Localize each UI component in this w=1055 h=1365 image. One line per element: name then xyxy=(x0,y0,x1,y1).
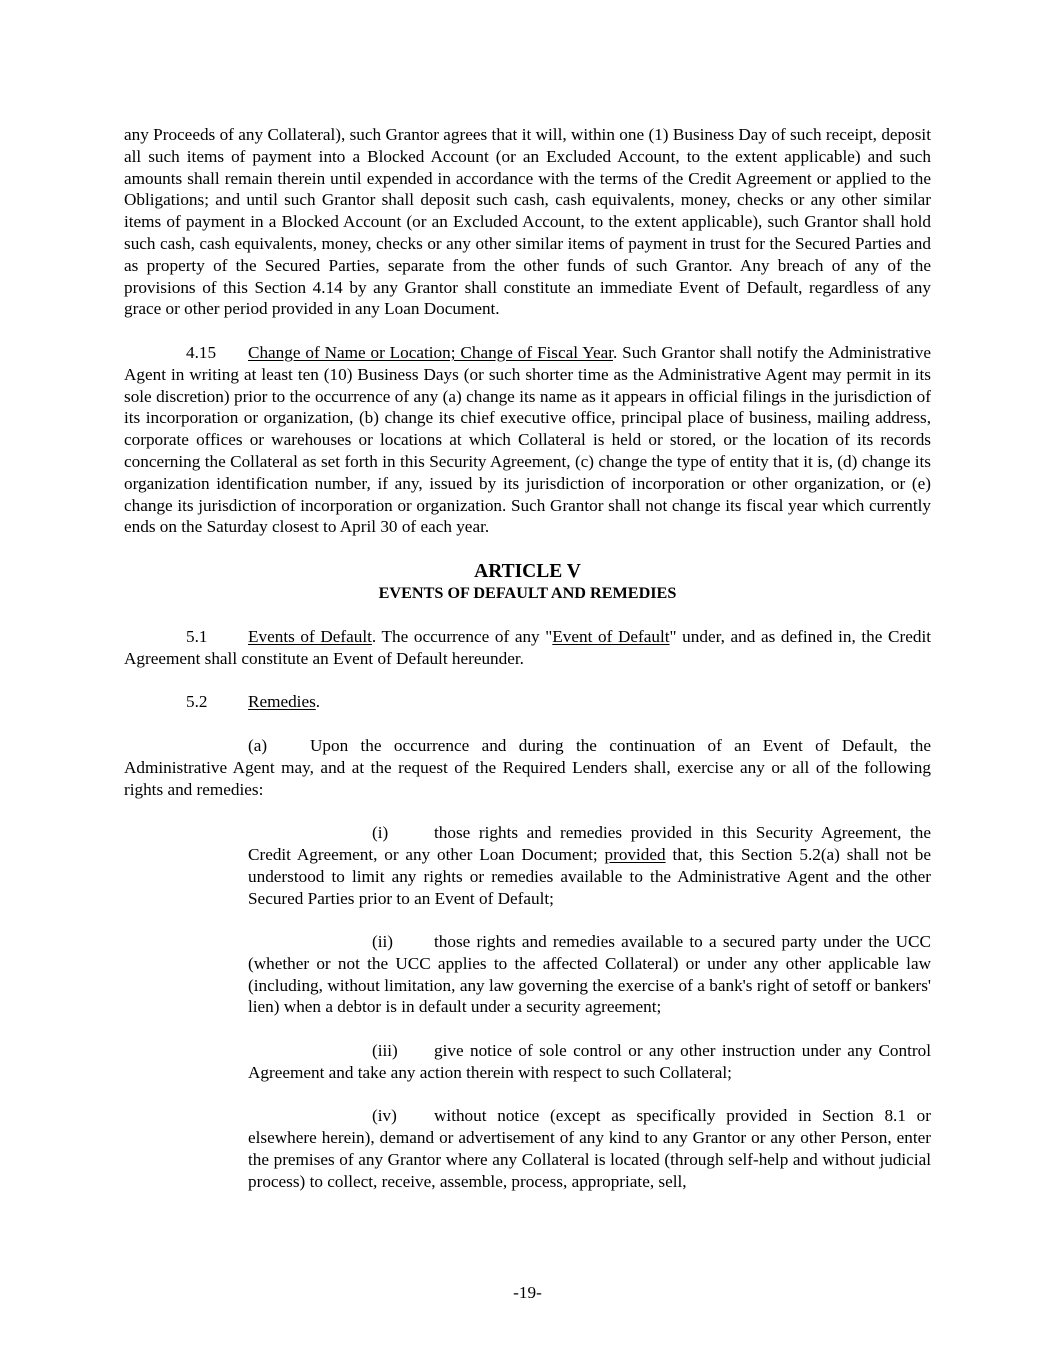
article-heading xyxy=(124,560,931,604)
section-5-1 xyxy=(124,626,931,670)
article-title: ARTICLE V xyxy=(474,561,581,583)
section-title: Events of Default xyxy=(248,626,372,646)
item-iii xyxy=(248,1040,931,1084)
paragraph-intro: any Proceeds of any Collateral), such Grantor agrees that it will, within one (1) Business Day of such receipt, deposit all such items of payment into a Blocked Account (or an Excluded Account, to the extent applicable) and such amounts shall remain therein until expended in accordance with the terms of the Credit Agreement or applied to the Obligations; and until such Grantor shall deposit such cash, cash equivalents, money, checks or any other similar items of payment in a Blocked Account (or an Excluded Account, to the extent applicable), such Grantor shall hold such cash, cash equivalents, money, checks or any other similar items of payment in trust for the Secured Parties and as property of the Secured Parties, separate from the other funds of such Grantor. Any breach of any of the provisions of this Section 4.14 by any Grantor shall constitute an immediate Event of Default, regardless of any grace or other period provided in any Loan Document. xyxy=(124,125,931,319)
section-title-period: . xyxy=(315,692,321,712)
document-page xyxy=(124,124,931,1193)
item-body-b: that, this Section 5.2(a) shall not be understood to limit any rights or remedies available to the Administrative Agent and the other Secured Parties prior to an Event of Default; xyxy=(248,844,931,908)
section-body-a: . The occurrence of any " xyxy=(371,626,553,646)
item-body: those rights and remedies available to a secured party under the UCC (whether or not the UCC applies to the affected Collateral) or under any other applicable law (including, without limitation, any law governing the exercise of a bank's right of setoff or bankers' lien) when a debtor is in default under a security agreement; xyxy=(248,932,931,1017)
section-number: 5.2 xyxy=(186,692,208,712)
item-i xyxy=(248,822,931,909)
item-number: (iii) xyxy=(372,1041,398,1061)
defined-term: provided xyxy=(604,844,666,864)
section-number: 4.15 xyxy=(186,342,217,362)
section-body-b: " under, and as defined in, the Credit Agreement shall constitute an Event of Default hereunder. xyxy=(124,626,931,668)
item-number: (iv) xyxy=(372,1106,397,1126)
item-body: without notice (except as specifically provided in Section 8.1 or elsewhere herein), demand or advertisement of any kind to any Grantor or any other Person, enter the premises of any Grantor where any Collateral is located (through self-help and without judicial process) to collect, receive, assemble, process, appropriate, sell, xyxy=(248,1106,931,1191)
item-ii xyxy=(248,931,931,1018)
clause-number: (a) xyxy=(248,735,268,755)
section-title: Remedies xyxy=(248,692,316,712)
section-title: Change of Name or Location; Change of Fiscal Year xyxy=(248,342,613,362)
item-number: (ii) xyxy=(372,932,393,952)
article-subtitle: EVENTS OF DEFAULT AND REMEDIES xyxy=(378,584,677,603)
item-body-a: those rights and remedies provided in this Security Agreement, the Credit Agreement, or any other Loan Document; xyxy=(248,823,931,864)
section-number: 5.1 xyxy=(186,626,208,646)
page-number: -19- xyxy=(513,1283,542,1302)
clause-body: Upon the occurrence and during the continuation of an Event of Default, the Administrative Agent may, and at the request of the Required Lenders shall, exercise any or all of the following rights and remedies: xyxy=(124,735,931,799)
defined-term: Event of Default xyxy=(552,626,670,646)
item-number: (i) xyxy=(372,823,389,843)
section-4-15 xyxy=(124,342,931,538)
item-body: give notice of sole control or any other instruction under any Control Agreement and take any action therein with respect to such Collateral; xyxy=(248,1041,931,1082)
section-body: . Such Grantor shall notify the Administrative Agent in writing at least ten (10) Business Days (or such shorter time as the Administrative Agent may permit in its sole discretion) prior to the occurrence of any (a) change its name as it appears in official filings in the jurisdiction of its incorporation or organization, (b) change its chief executive office, principal place of business, mailing address, corporate offices or warehouses or locations at which Collateral is held or stored, or the location of its records concerning the Collateral as set forth in this Security Agreement, (c) change the type of entity that it is, (d) change its organization identification number, if any, issued by its jurisdiction of incorporation or other organization, or (e) change its jurisdiction of incorporation or organization. Such Grantor shall not change its fiscal year which currently ends on the Saturday closest to April 30 of each year. xyxy=(124,342,932,537)
section-5-2 xyxy=(124,691,931,713)
item-iv xyxy=(248,1105,931,1192)
clause-5-2-a xyxy=(124,735,931,800)
